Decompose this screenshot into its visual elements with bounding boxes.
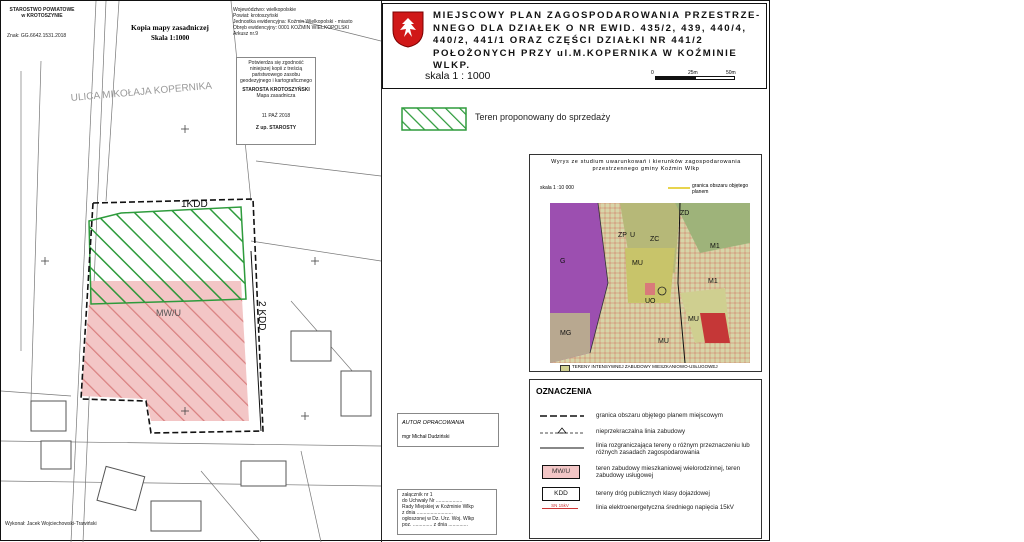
cadastral-map	[1, 1, 382, 542]
cert-map: Mapa zasadnicza	[256, 93, 296, 99]
scalebar-label-0: 0	[651, 70, 654, 76]
district-text: Powiat: krotoszyński	[233, 13, 279, 19]
stamp-znak: Znak: GG.6642.1531.2018	[7, 33, 67, 39]
inset-title: Wyrys ze studium uwarunkowań i kierunków zagospodarowania przestrzennego gminy Koźmin Wlkp	[551, 159, 741, 172]
scalebar-label-25: 25m	[688, 70, 698, 76]
inset-zone-label: MU	[632, 260, 643, 267]
attachment-line: do Uchwały Nr ...................	[402, 498, 463, 504]
admin-info	[233, 7, 373, 37]
author-title: AUTOR OPRACOWANIA	[402, 420, 465, 426]
cadastral-map-drawing	[1, 1, 381, 542]
sale-legend-label: Teren proponowany do sprzedaży	[475, 112, 611, 122]
study-inset	[529, 154, 762, 372]
attachment-line: ogłoszonej w Dz. Urz. Woj. Wlkp	[402, 516, 475, 522]
attachment-line: z dnia ..........................	[402, 510, 453, 516]
inset-zone-label: U	[630, 232, 636, 239]
author-name: mgr Michał Dudziński	[402, 434, 450, 440]
sheet-text: Arkusz nr.9	[233, 31, 259, 37]
sale-area-hatch	[89, 207, 246, 304]
plan-title: MIEJSCOWY PLAN ZAGOSPODAROWANIA PRZESTRZE- NNEGO DLA DZIAŁEK O NR EWID. 435/2, 439, 440/4, 440/2, 441/1 ORAZ CZĘŚCI DZIAŁKI NR 441/2 POŁOŻONYCH PRZY ul.M.KOPERNIKA W KOŹMINIE WLKP.	[433, 10, 761, 71]
title-box	[382, 3, 767, 89]
legend-item-text: linia rozgraniczająca tereny o różnym przeznaczeniu lub różnych zasadach zagospodarowania	[596, 442, 750, 456]
inset-boundary-swatch	[668, 187, 690, 189]
inset-boundary-label: granica obszaru objętego planem	[692, 183, 749, 195]
sale-legend-swatch	[401, 107, 467, 131]
inset-zone-label: M1	[708, 278, 718, 285]
cert-sign: Z up. STAROSTY	[255, 125, 297, 131]
building-line-icon	[540, 427, 584, 435]
inset-zone-label: MG	[560, 330, 572, 337]
street-2kdd-label: 2 KDD	[256, 301, 267, 331]
kdd-legend-swatch: KDD	[542, 487, 580, 501]
copy-scale: Skala 1:1000	[151, 34, 190, 42]
attachment-line: poz. .............. z dnia ..............	[402, 522, 468, 528]
division-line-icon	[540, 446, 584, 450]
precinct-text: Obręb ewidencyjny: 0001 KOŹMIN WIELKOPOLSKI	[233, 25, 350, 31]
inset-map-drawing	[550, 203, 750, 363]
attachment-line: Rady Miejskiej w Koźminie Wlkp	[402, 504, 474, 510]
sn-line-swatch: SN 15kV	[542, 503, 578, 509]
legend-item-text: linia elektroenergetyczna średniego napięcia 15kV	[596, 504, 734, 511]
legend-item-text: teren zabudowy mieszkaniowej wielorodzinnej, teren zabudowy usługowej	[596, 465, 741, 479]
scalebar-label-50: 50m	[726, 70, 736, 76]
province-text: Województwo: wielkopolskie	[233, 7, 296, 13]
inset-zone-label: G	[560, 258, 566, 265]
author-box	[397, 413, 499, 447]
attachment-box	[397, 489, 497, 535]
zone-mwu-label: MW/U	[156, 308, 181, 318]
legend-title: OZNACZENIA	[536, 386, 592, 396]
certification-stamp	[236, 57, 316, 145]
scale-bar	[655, 76, 735, 80]
plan-scale: skala 1 : 1000	[425, 70, 491, 82]
street-label: ULICA MIKOŁAJA KOPERNIKA	[70, 80, 213, 104]
inset-scale: skala 1 :10 000	[540, 185, 574, 191]
unit-text: Jednostka ewidencyjna: Koźmin Wielkopolski - miasto	[233, 19, 353, 25]
legend-box	[529, 379, 762, 539]
inset-zone-label: ZP	[618, 232, 627, 239]
street-1kdd-label: 1KDD	[181, 199, 208, 210]
cert-office: STAROSTA KROTOSZYŃSKI	[242, 87, 310, 93]
inset-footer: TERENY INTENSYWNEJ ZABUDOWY MIESZKANIOWO-USŁUGOWEJ	[572, 364, 718, 369]
coat-of-arms-icon	[391, 10, 425, 48]
starostwo-stamp: STAROSTWO POWIATOWE w KROTOSZYNIE	[9, 7, 75, 19]
attachment-line: załącznik nr 1	[402, 492, 433, 498]
inset-zone-label: MU	[658, 338, 669, 345]
copy-title: Kopia mapy zasadniczej	[131, 23, 209, 32]
boundary-dash-icon	[540, 413, 584, 419]
mwu-legend-swatch: MW/U	[542, 465, 580, 479]
legend-item-text: nieprzekraczalna linia zabudowy	[596, 428, 686, 435]
inset-footer-swatch	[560, 365, 570, 372]
inset-zone-label: MU	[688, 316, 699, 323]
surveyor-text: Wykonał: Jacek Wojciechowski-Trawiński	[5, 521, 97, 527]
inset-zone-label: ZD	[680, 210, 690, 217]
legend-item-text: granica obszaru objętego planem miejscowym	[596, 412, 723, 419]
inset-zone-label: M1	[710, 243, 720, 250]
cert-text: Potwierdza się zgodność niniejszej kopii z treścią państwowego zasobu geodezyjnego i kartograficznego	[240, 60, 312, 84]
legend-item-text: tereny dróg publicznych klasy dojazdowej	[596, 490, 710, 497]
inset-zone-label: UO	[645, 298, 656, 305]
cert-date: 11 PAŹ 2018	[261, 113, 291, 119]
inset-zone-label: ZC	[650, 236, 660, 243]
